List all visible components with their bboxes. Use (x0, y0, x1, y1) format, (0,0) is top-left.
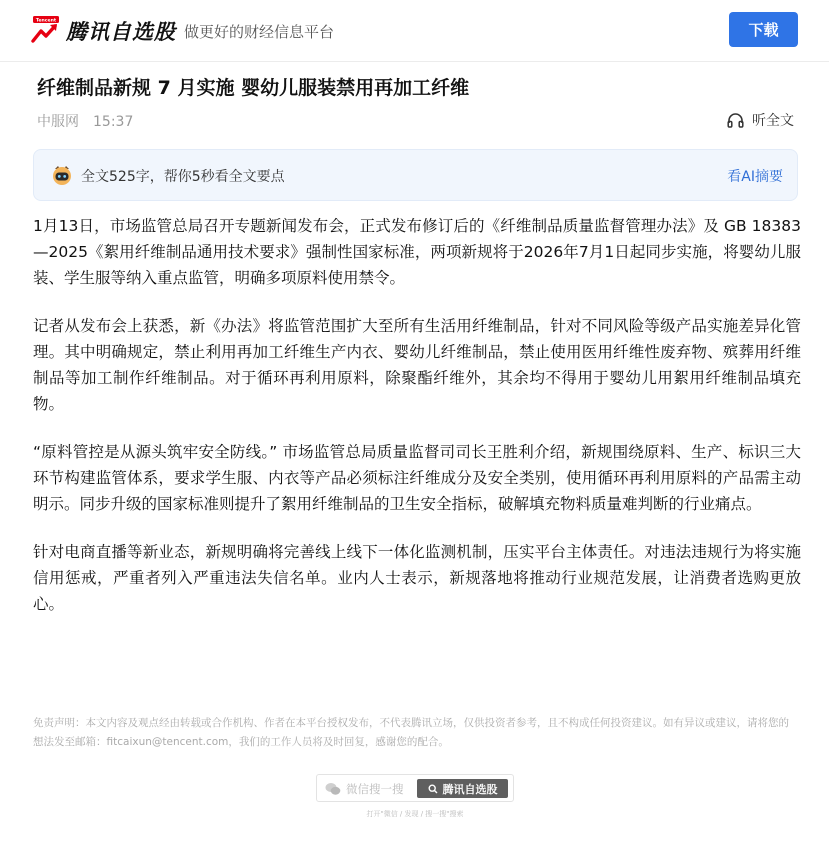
listen-label: 听全文 (752, 113, 794, 129)
article-paragraph: 针对电商直播等新业态，新规明确将完善线上线下一体化监测机制，压实平台主体责任。对违法违规行为将实施信用惩戒，严重者列入严重违法失信名单。业内人士表示，新规落地将推动行业规范发展，让消费者选购更放心。 (33, 543, 801, 613)
wechat-search-tag-label: 腾讯自选股 (442, 782, 498, 796)
article-paragraph: 1月13日，市场监管总局召开专题新闻发布会，正式发布修订后的《纤维制品质量监督管理办法》及 GB 18383—2025《絮用纤维制品通用技术要求》强制性国家标准，两项新规将于2026年7月1日起同步实施，将婴幼儿服装、学生服等纳入重点监管，明确多项原料使用禁令。 (33, 217, 801, 287)
article-body (33, 213, 801, 639)
brand-name: 腾讯自选股 (66, 20, 176, 44)
wechat-search-caption: 打开"微信 / 发现 / 搜一搜"搜索 (366, 810, 464, 818)
ai-summary-text: 全文525字，帮你5秒看全文要点 (81, 169, 285, 185)
headphones-icon (727, 112, 744, 128)
article-source: 中服网 (37, 114, 79, 130)
article-title: 纤维制品新规 7 月实施 婴幼儿服装禁用再加工纤维 (37, 77, 470, 99)
wechat-search-tag[interactable] (417, 779, 508, 798)
disclaimer-text: 免责声明：本文内容及观点经由转载或合作机构、作者在本平台授权发布，不代表腾讯立场，仅供投资者参考，且不构成任何投资建议。如有异议或建议，请将您的想法发至邮箱：fitcaixun@tencent.com，我们的工作人员将及时回复，感谢您的配合。 (33, 717, 789, 748)
ai-summary-banner (33, 149, 798, 201)
article-time: 15:37 (93, 114, 134, 130)
svg-text:Tencent: Tencent (35, 18, 57, 24)
brand-slogan: 做更好的财经信息平台 (184, 23, 335, 41)
article-meta (37, 111, 133, 131)
download-button[interactable]: 下载 (729, 12, 798, 47)
ai-assistant-avatar-icon (51, 164, 73, 186)
wechat-search-bar[interactable] (316, 774, 514, 802)
wechat-icon (325, 782, 341, 796)
wechat-search-hint: 微信搜一搜 (346, 782, 404, 796)
search-icon (428, 784, 438, 794)
article-paragraph: 记者从发布会上获悉，新《办法》将监管范围扩大至所有生活用纤维制品，针对不同风险等级产品实施差异化管理。其中明确规定，禁止利用再加工纤维生产内衣、婴幼儿纤维制品，禁止使用医用纤维性废弃物、殡葬用纤维制品等加工制作纤维制品。对于循环再利用原料，除聚酯纤维外，其余均不得用于婴幼儿用絮用纤维制品填充物。 (33, 317, 801, 413)
article-paragraph: “原料管控是从源头筑牢安全防线。” 市场监管总局质量监督司司长王胜利介绍，新规围绕原料、生产、标识三大环节构建监管体系，要求学生服、内衣等产品必须标注纤维成分及安全类别，使用循环再利用原料的产品需主动明示。同步升级的国家标准则提升了絮用纤维制品的卫生安全指标，破解填充物料质量难判断的行业痛点。 (33, 443, 801, 513)
view-ai-summary-link[interactable]: 看AI摘要 (727, 169, 783, 185)
listen-full-text-button[interactable] (727, 110, 794, 130)
tencent-stock-logo-icon (30, 14, 62, 46)
top-header (0, 0, 829, 62)
